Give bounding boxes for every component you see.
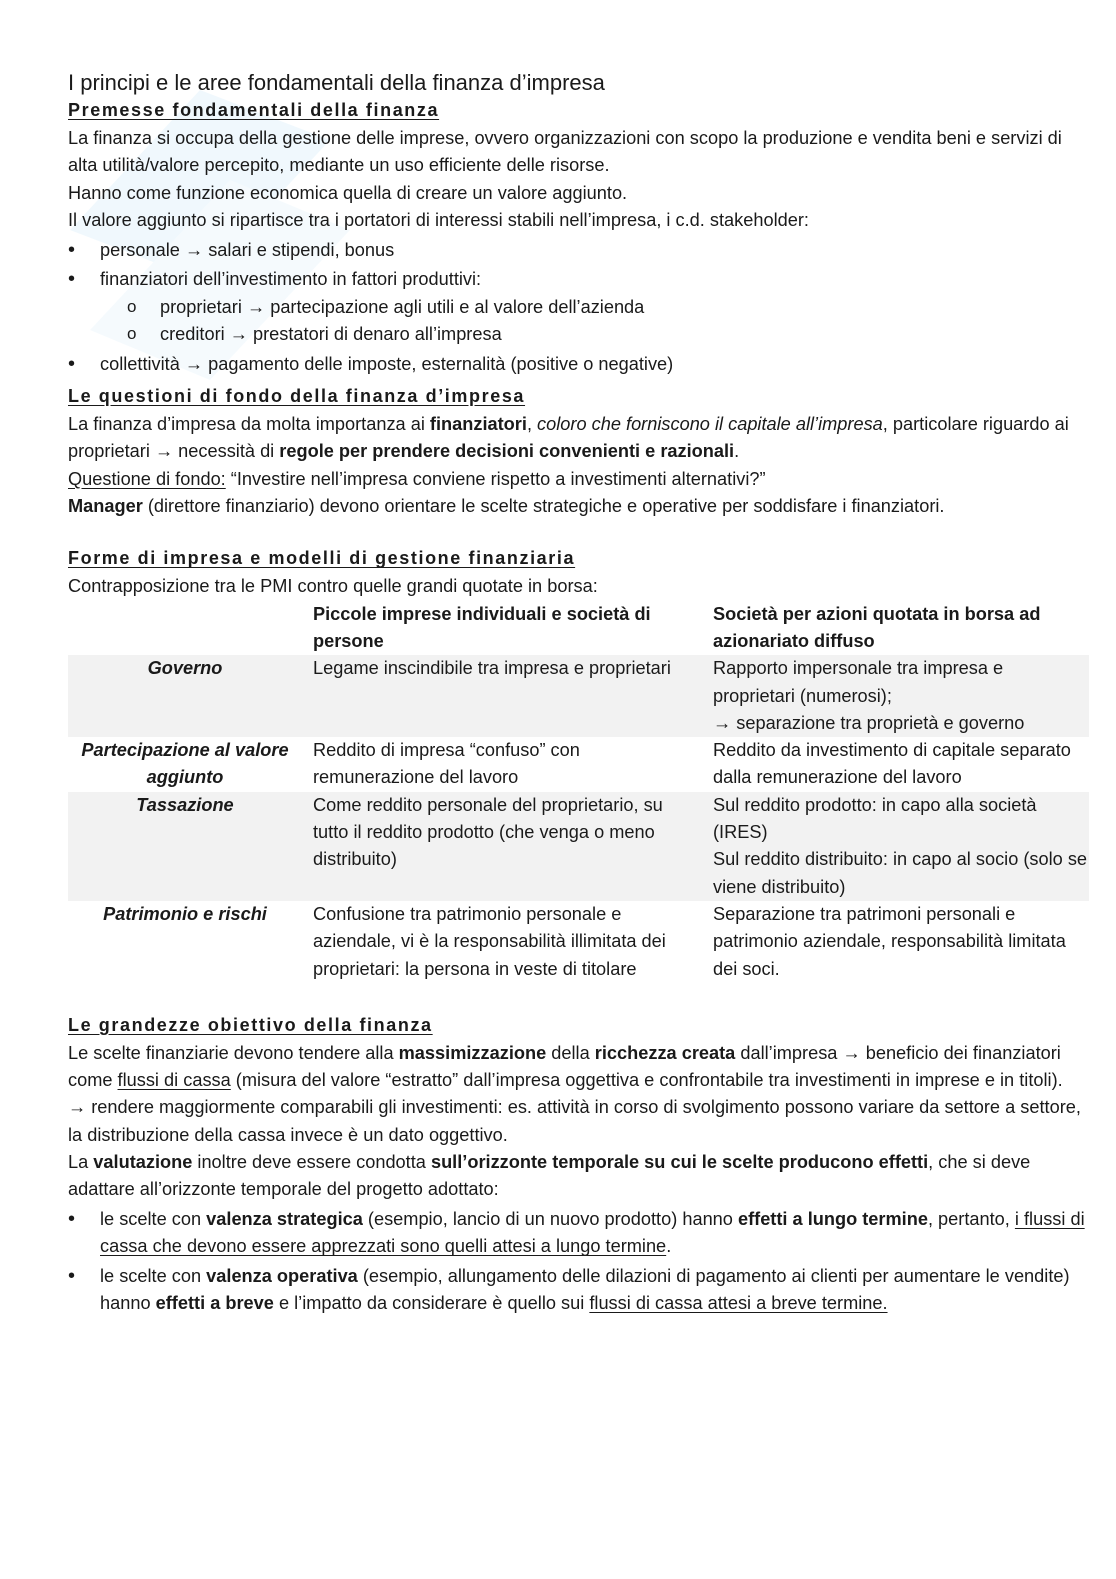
list-item: • personale → salari e stipendi, bonus: [68, 237, 1090, 264]
table-row: [68, 655, 1089, 737]
arrow-icon: →: [246, 296, 266, 317]
arrow-icon: →: [68, 1097, 87, 1118]
paragraph: Manager (direttore finanziario) devono orientare le scelte strategiche e operative per soddisfare i finanziatori.: [68, 496, 945, 517]
table-cell: Sul reddito prodotto: in capo alla società (IRES) Sul reddito distribuito: in capo al socio (solo se viene distribuito): [702, 792, 1089, 901]
paragraph: La finanza d’impresa da molta importanza ai finanziatori, coloro che forniscono il capitale all’impresa, particolare riguardo ai proprietari → necessità di regole per prendere decisioni convenienti e razionali.: [68, 414, 1069, 462]
section-heading-premesse: Premesse fondamentali della finanza: [68, 100, 440, 120]
sub-list: [100, 294, 1090, 349]
section-heading-questioni: Le questioni di fondo della finanza d’impresa: [68, 386, 526, 407]
table-cell: Come reddito personale del proprietario, su tutto il reddito prodotto (che venga o meno distribuito): [302, 792, 702, 901]
row-label: Partecipazione al valore aggiunto: [81, 740, 289, 788]
table-row: [68, 901, 1089, 983]
list-item: • le scelte con valenza operativa (esempio, allungamento delle dilazioni di pagamento ai clienti per aumentare le vendite) hanno effetti a breve e l’impatto da considerare è quello sui flussi di cassa attesi a breve termine.: [68, 1263, 1090, 1318]
paragraph: Contrapposizione tra le PMI contro quelle grandi quotate in borsa:: [68, 576, 598, 597]
paragraph: Questione di fondo: “Investire nell’impresa conviene rispetto a investimenti alternativi?”: [68, 468, 766, 489]
list-item: • le scelte con valenza strategica (esempio, lancio di un nuovo prodotto) hanno effetti a lungo termine, pertanto, i flussi di cassa che devono essere apprezzati sono quelli attesi a lungo termine.: [68, 1206, 1090, 1261]
stakeholder-list: [68, 237, 1090, 378]
list-item: • finanziatori dell’investimento in fattori produttivi: o proprietari → partecipazione agli utili e al valore dell’azienda o creditori → prestatori di denaro all’impresa: [68, 266, 1090, 348]
column-header: Piccole imprese individuali e società di persone: [313, 603, 651, 651]
sub-list-item: o proprietari → partecipazione agli utili e al valore dell’azienda: [100, 294, 1090, 321]
table-cell: Rapporto impersonale tra impresa e proprietari (numerosi); → separazione tra proprietà e governo: [702, 655, 1089, 737]
document-page: [68, 68, 1090, 1318]
table-cell: Separazione tra patrimoni personali e patrimonio aziendale, responsabilità limitata dei soci.: [713, 903, 1066, 979]
table-cell: Reddito di impresa “confuso” con remunerazione del lavoro: [313, 740, 580, 788]
section-heading-forme: Forme di impresa e modelli di gestione finanziaria: [68, 548, 576, 569]
paragraph: → rendere maggiormente comparabili gli investimenti: es. attività in corso di svolgimento possono variare da settore a settore, la distribuzione della cassa invece è un dato oggettivo.: [68, 1097, 1081, 1145]
arrow-icon: →: [713, 712, 732, 733]
list-item: • collettività → pagamento delle imposte, esternalità (positive o negative): [68, 351, 1090, 378]
row-label: Patrimonio e rischi: [103, 903, 267, 924]
paragraph: Le scelte finanziarie devono tendere alla massimizzazione della ricchezza creata dall’impresa → beneficio dei finanziatori come flussi di cassa (misura del valore “estratto” dall’impresa oggettiva e confrontabile tra investimenti in imprese e in titoli).: [68, 1042, 1063, 1091]
table-cell: Reddito da investimento di capitale separato dalla remunerazione del lavoro: [713, 740, 1071, 788]
paragraph: Il valore aggiunto si ripartisce tra i portatori di interessi stabili nell’impresa, i c.d. stakeholder:: [68, 209, 809, 230]
table-cell: Legame inscindibile tra impresa e proprietari: [302, 655, 702, 737]
row-label: Tassazione: [68, 792, 302, 901]
page-title: I principi e le aree fondamentali della finanza d’impresa: [68, 70, 605, 95]
table-cell: Confusione tra patrimonio personale e aziendale, vi è la responsabilità illimitata dei proprietari: la persona in veste di titolare: [313, 903, 666, 979]
arrow-icon: →: [229, 324, 248, 345]
sub-list-item: o creditori → prestatori di denaro all’impresa: [100, 321, 1090, 348]
paragraph: Hanno come funzione economica quella di creare un valore aggiunto.: [68, 182, 628, 203]
arrow-icon: →: [184, 239, 204, 260]
arrow-icon: →: [842, 1042, 861, 1063]
paragraph: La valutazione inoltre deve essere condotta sull’orizzonte temporale su cui le scelte producono effetti, che si deve adattare all’orizzonte temporale del progetto adottato:: [68, 1152, 1031, 1200]
arrow-icon: →: [184, 353, 204, 374]
table-row: [68, 737, 1089, 792]
row-label: Governo: [68, 655, 302, 737]
section-heading-grandezze: Le grandezze obiettivo della finanza: [68, 1014, 433, 1035]
table-header-row: [68, 601, 1089, 656]
choices-list: [68, 1206, 1090, 1318]
paragraph: La finanza si occupa della gestione delle imprese, ovvero organizzazioni con scopo la produzione e vendita beni e servizi di alta utilità/valore percepito, mediante un uso efficiente delle risorse.: [68, 128, 1062, 176]
comparison-table: [68, 601, 1089, 983]
table-row: [68, 792, 1089, 901]
arrow-icon: →: [154, 441, 174, 462]
column-header: Società per azioni quotata in borsa ad azionariato diffuso: [713, 603, 1041, 651]
